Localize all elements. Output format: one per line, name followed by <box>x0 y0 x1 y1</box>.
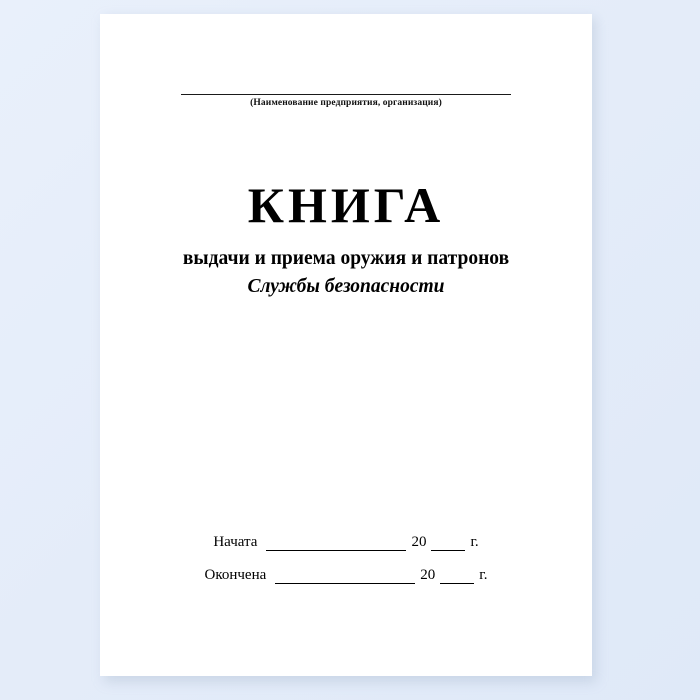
started-label: Начата <box>213 534 258 550</box>
started-year-prefix: 20 <box>411 534 427 550</box>
finished-date-rule <box>275 570 415 584</box>
organization-name-caption: (Наименование предприятия, организация) <box>250 98 442 108</box>
dates-block <box>100 534 592 600</box>
finished-label: Окончена <box>204 567 267 583</box>
started-date-rule <box>266 537 406 551</box>
document-title: КНИГА <box>247 177 445 233</box>
finished-date-row <box>100 567 592 584</box>
started-date-row <box>100 534 592 551</box>
organization-name-block <box>100 82 592 108</box>
document-page <box>100 14 592 676</box>
document-subtitle-line-2: Службы безопасности <box>247 275 445 297</box>
title-block <box>100 179 592 300</box>
finished-year-rule <box>440 570 474 584</box>
finished-year-suffix: г. <box>479 567 488 583</box>
finished-year-prefix: 20 <box>420 567 436 583</box>
organization-name-rule <box>181 82 511 95</box>
document-subtitle-line-1: выдачи и приема оружия и патронов <box>182 247 510 269</box>
started-year-suffix: г. <box>470 534 479 550</box>
started-year-rule <box>431 537 465 551</box>
